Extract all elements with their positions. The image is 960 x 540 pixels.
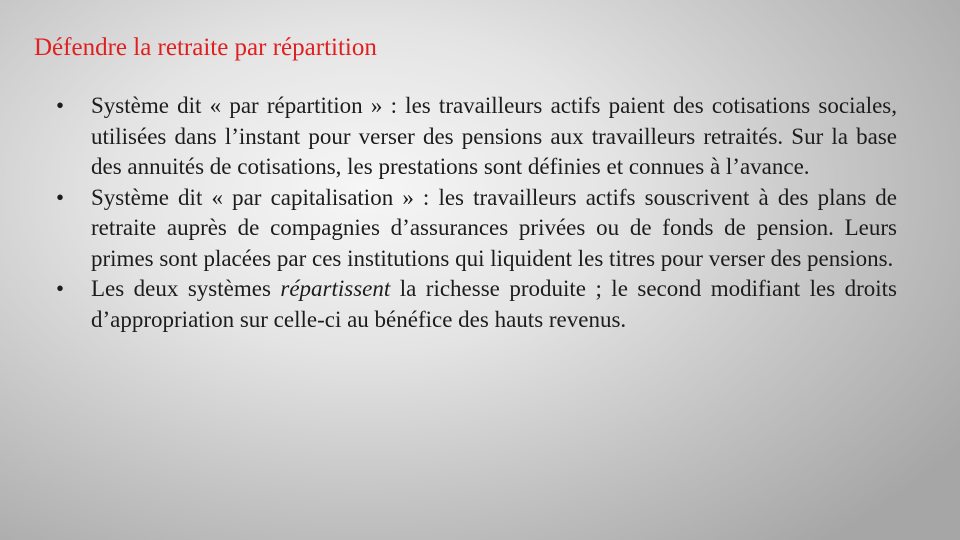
bullet-icon [56,183,76,214]
bullet-text: Système dit « par capitalisation » : les travailleurs actifs souscrivent à des plans de retraite auprès de compagnies d’assurances privées ou de fonds de pension. Leurs primes sont placées par ces institutions qui liquident les titres pour verser des pensions. [91,184,897,271]
bullet-text-start: Les deux systèmes [91,276,281,301]
bullet-list [56,91,897,335]
bullet-text-emphasis: répartissent [280,276,391,301]
slide-title: Défendre la retraite par répartition [34,34,377,61]
bullet-item-comparison [56,274,897,335]
bullet-icon [56,91,76,122]
bullet-icon [56,274,76,305]
bullet-text-end: la richesse produite ; le second modifiant les droits d’appropriation sur celle-ci au bénéfice des hauts revenus. [91,276,898,332]
bullet-item-repartition [56,91,897,183]
bullet-text: Système dit « par répartition » : les travailleurs actifs paient des cotisations sociales, utilisées dans l’instant pour verser des pensions aux travailleurs retraités. Sur la base des annuités de cotisations, les prestations sont définies et connues à l’avance. [91,93,897,179]
bullet-item-capitalisation [56,183,897,275]
